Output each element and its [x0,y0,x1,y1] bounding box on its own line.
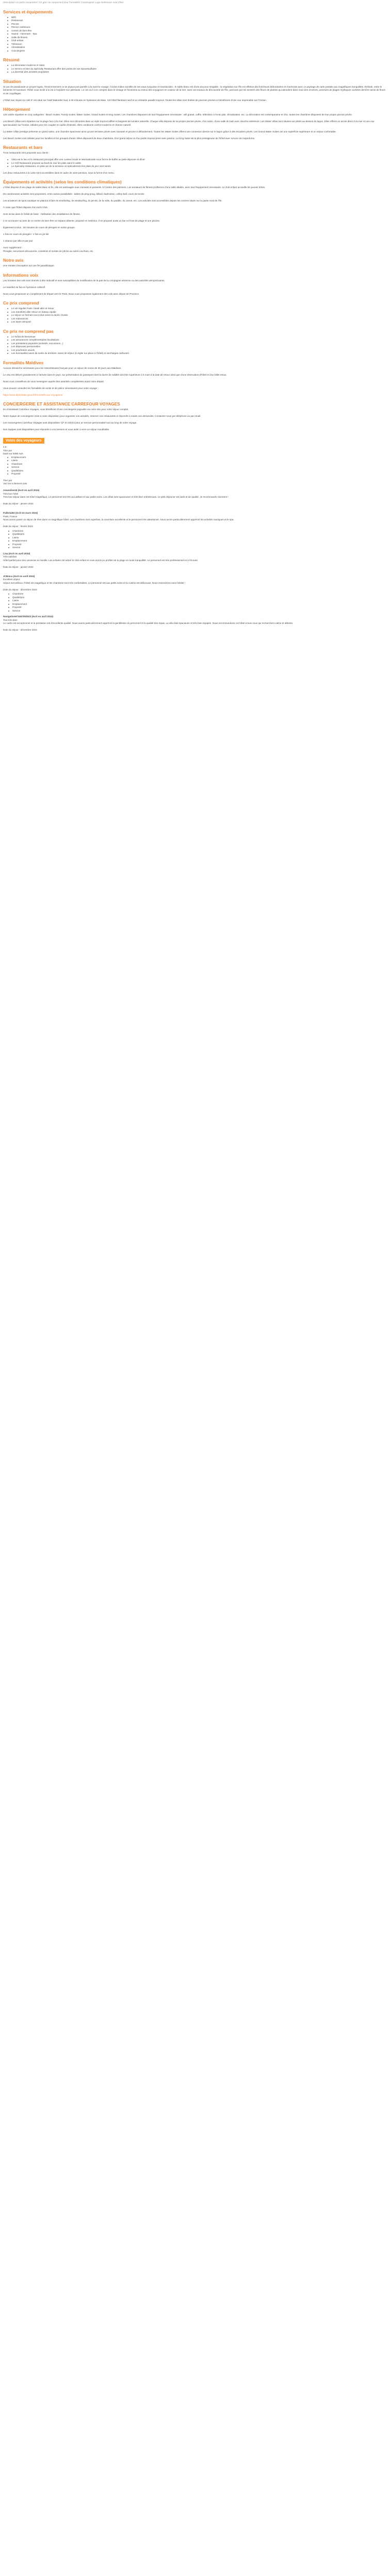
votes-count-text: basé sur 5098 Avis [3,452,23,455]
service-item: Piscine extérieure [11,26,388,29]
service-item: Conciergerie [11,49,388,53]
description-line: Description Ce parfa component ! Ce gars ne component pour Formalités Conciergerie Lugo Intelemuer Aviu Clinic [3,1,124,4]
review-title: Paris, France [3,515,18,518]
hebergement-paragraph: Les Beach Villas sont réparties sur la plage face à la mer. Elles sont décorées dans un style tropical raffiné et baignent de lumière naturelle. Chaque villa dispose de sa propre piscine privée, d'un salon, d'une salle de bain avec douche extérieure. Les Water Villas sont situées sur pilotis au-dessus du lagon. Elles offrent un accès direct à la mer et une vue spectaculaire sur l'océan. Idéales pour les couples en quête d'intimité, elles combinent confort moderne et charme naturel. [3,120,374,126]
review-criterion: Qualité/prix [12,596,388,600]
votes-criterion: Literie [11,459,388,463]
activites-paragraph: L'on va trouver au sein de ce centre de bien-être un espace détente, proposé en extérieur. Il en proposé aussi un bar en front de plage et une piscine. [3,219,160,222]
formalites-paragraph: Vous pouvez consulter les formalités de sortie et de police nécessaires pour votre voyage : [3,386,99,389]
restaurant-item: Le Grill Restaurant proposé au bord de mer les plats dans le sable [11,162,388,165]
activites-paragraph: L'hôtel dispose d'une plage de sable blanc et fin, elle est aménagée avec transats et parasols, à l'ombre des palmiers. Les amateurs de fitness profiteront d'une salle dédiée, avec tout l'équipement nécessaire. Le club enfant accueille les jeunes hôtes. [3,186,266,189]
votes-button[interactable]: Votes des voyageurs [3,438,44,444]
review-criteria-list [3,592,388,613]
review-text: Séjour merveilleux, l'hôtel est magnifique et les chambres sont très confortables. Le personnel est aux petits soins et la cuisine est délicieuse. Nous reviendrons sans hésiter ! [3,581,186,584]
service-item: Restaurant [11,19,388,23]
review-author: Navigation673467053523 (écrit en avril 2024) [3,615,54,618]
formalites-paragraph: Nous vous conseillons de vous renseigner auprès des autorités compétentes avant votre départ. [3,380,105,383]
prix-non-item: Les éventuelles taxes de sortie du territoire, taxes de séjour (à régler sur place à l'hôtel) et surcharges carburant [11,352,388,355]
services-list [3,16,388,53]
activites-paragraph: Également inclus : 30 minutes de cours de plongée en sortie groupe. [3,226,75,229]
restaurants-intro: Trois restaurants sont proposés aux clients : [3,151,50,154]
review-criterion: Propreté [12,543,388,547]
product-page [0,0,391,635]
review-criterion: Qualité/prix [12,533,388,536]
review-criterion: Emplacement [12,539,388,543]
review-title: Excellent séjour [3,578,20,581]
prix-non-item: Les assurances complémentaires facultatives [11,338,388,342]
review-item [3,615,388,635]
service-item: Piscine [11,23,388,26]
review-author: Amandine18 (écrit en avril 2024) [3,489,40,492]
review-text: Nous avons passé un séjour de rêve dans ce magnifique hôtel. Les chambres sont superbes, la nourriture excellente et le personnel très attentionné. Nous avons particulièrement apprécié les activités nautiques et le spa. [3,518,234,521]
prix-comprend-title: Ce prix comprend [3,301,39,306]
formalites-paragraph: Aucune démarche nécessaire pour les ressortissants français pour un séjour de moins de 30 jours aux Maldives. [3,366,122,369]
note-text: Une retraite d'exception sur une île paradisiaque. [3,264,55,267]
informations-paragraph: Le transfert se fait en hydravion collectif. [3,285,46,289]
review-item [3,489,388,509]
avec-supplement-text: Plongée, excursions découverte, croisières et sorties de pêche au soleil couchant, etc. [3,249,94,252]
service-item: Climatisation [11,46,388,49]
concierge-text [3,408,388,432]
sort-value[interactable]: Voir les 5 derniers avis [3,482,27,485]
prix-comprend-item: Le séjour en formule tout inclus selon la durée choisie [11,314,388,317]
review-criterion: Service [12,546,388,550]
restaurants-list [3,158,388,168]
note-title: Notre avis [3,258,24,263]
activites-paragraph: 1 fois en cours de plongée / 1 fois en jet-ski [3,233,49,235]
formalites-text [3,367,388,391]
review-author: JCBmca (écrit en avril 2024) [3,574,35,578]
review-item [3,512,388,550]
formalites-paragraph: Le visa est délivré gratuitement à l'arrivée dans le pays, sur présentation du passeport dont la durée de validité doit être supérieure à 6 mois à la date de retour ainsi que d'une réservation d'hôtel et d'un billet retour. [3,373,227,376]
restaurant-item: Vista est le lieu et le restaurant principal offre une cuisine locale et internationale sous forme de buffet au petit-déjeuner et dîner [11,158,388,162]
formalites-link[interactable]: https://www.diplomatie.gouv.fr/fr/conseils-aux-voyageurs/ [3,393,63,396]
prix-comprend-list [3,307,388,324]
concierge-paragraph: Nos équipes sont disponibles pour répondre à vos besoins et vous aider à vivre un séjour inoubliable. [3,428,110,431]
activites-title: Équipements et activités (selon les conditions climatiques) [3,180,122,184]
votes-criterion: Chambres [11,463,388,466]
review-date: Date du séjour : décembre 2023 [3,588,37,591]
votes-criterion: Qualité/prix [11,469,388,473]
reviews-list [3,489,388,635]
activites-paragraph: À noter que l'hôtel dispose d'un Kid's Club. [3,206,48,209]
restaurants-title: Restaurants et bars [3,145,43,150]
prix-non-item: Les dépenses personnelles [11,345,388,349]
informations-text [3,279,388,296]
service-item: Télévision [11,43,388,46]
situation-title: Situation [3,79,22,84]
review-author: Pallerial63 (écrit en mars 2024) [3,512,38,514]
prix-comprend-item: Les taxes aéroport [11,320,388,324]
review-date: Date du séjour : janvier 2024 [3,565,34,568]
prix-non-item: Les prestations payantes (activités, excursions...) [11,342,388,346]
restaurants-outro: Les deux restaurants à la carte sont accessibles dans le cadre de votre pension, sous la forme d'un menu. [3,171,115,174]
hebergement-text [3,113,388,140]
review-item [3,575,388,613]
avec-supplement-label: Avec supplément : [3,246,23,249]
prix-non-title: Ce prix ne comprend pas [3,329,54,334]
formalites-title: Formalités Maldives [3,360,44,365]
activites-paragraph: 1 séance par villa et par jour [3,240,33,242]
review-criterion: Chambres [12,530,388,533]
review-criterion: Chambres [12,592,388,596]
votes-criteria-list [3,456,388,476]
concierge-paragraph: Notre équipe de conciergerie reste à votre disposition pour organiser vos activités, réserver vos restaurants et répondre à toutes vos demandes. Contactez-nous par téléphone ou par email. [3,415,201,417]
informations-paragraph: Les horaires des vols sont donnés à titre indicatif et sont susceptibles de modification de la part de la compagnie aérienne ou des autorités aéroportuaires. [3,279,165,282]
informations-title: Informations voix [3,273,39,278]
activites-paragraph: Sont inclus dans le forfait de base : l'utilisation des installations de fitness. [3,213,81,215]
service-item: Club enfant [11,39,388,43]
restaurant-item: Le Specialty restaurant, en plein air de la terrasse où spécialement les plats du jour sont servis [11,165,388,168]
prix-comprend-item: Les transferts aller retour en bateau rapide [11,311,388,314]
prix-non-item: Les pourboires usuels [11,349,388,352]
review-date: Date du séjour : décembre 2023 [3,629,37,631]
resume-title: Résumé [3,58,20,62]
hebergement-paragraph: La Water Villas prestige présente un grand salon, une chambre spacieuse ainsi qu'une terrasse privée avec transats et piscine à débordement. Toutes les Water Suites offrent une connexion directe sur le lagon grâce à des escaliers privés. Les Grand Water Suites ont une superficie supérieure et un séjour confortable. [3,130,336,133]
review-criterion: Literie [12,536,388,540]
review-date: Date du séjour : février 2024 [3,525,33,528]
concierge-title: CONCIERGERIE ET ASSISTANCE CARREFOUR VOYAGES [3,402,120,406]
review-author: Lina (écrit en avril 2024) [3,552,30,555]
activites-paragraph: De nombreuses activités sont proposées, entre autres possibilités : tables de ping-pong, billard, badminton, volley-ball, cours de tennis. [3,193,145,195]
situation-paragraph: L'hôtel Sun Siyam Iru Veli 5* est situé sur l'atoll Malombe Sud, à 40 minutes en hydravion de Male. Cet hôtel flambant neuf et un véritable paradis tropical. Toutes les villas sont dotées de piscines privées et bénéficient d'une vue imprenable sur l'Océan. [3,98,267,101]
review-criterion: Literie [12,599,388,603]
service-item: Sauna - Hammam - Spa [11,32,388,36]
concierge-paragraph: Les conciergeries Carrefour Voyages sont disponibles 7j/7 et 24h/24 pour un service personnalisé tout au long de votre voyage. [3,421,137,424]
hebergement-title: Hébergement [3,107,30,112]
resume-list [3,64,388,74]
situation-text [3,86,388,103]
service-item: Salle de fitness [11,36,388,40]
service-item: Centre de bien-être [11,29,388,33]
prix-non-list [3,335,388,355]
resume-item: Le service et bien du Spécialty Restaurant offre des points de vue époustouflants [11,67,388,71]
review-criteria-list [3,530,388,550]
resume-item: La diversité des activités proposées [11,71,388,74]
hebergement-paragraph: 125 unités réparties en cinq catégories : Beach Suites, Family Suites, Water Suites, Grand Suites et King Suites. Les chambres disposent de tout l'équipement nécessaire : wifi gratuit, coffre, télévision à écran plat, climatisation, etc. La décoration est contemporaine et chic, toutes les chambres disposent de leur propre piscine privée. [3,113,353,116]
votes-criterion: Propreté [11,472,388,476]
review-item [3,552,388,572]
services-title: Services et équipements [3,9,53,14]
review-criterion: Emplacement [12,603,388,606]
informations-paragraph: Nous vous proposons un complément de départ vers le Paris. Nous vous proposons également des vols avec départ de Province. [3,292,140,295]
prix-comprend-item: Le vol régulier Paris / Malé aller et retour [11,307,388,311]
review-criterion: Propreté [12,606,388,609]
prix-comprend-item: Les redevances [11,317,388,321]
concierge-paragraph: En choisissant Carrefour Voyages, vous bénéficiez d'une conciergerie joignable via notre site pour votre séjour complet. [3,408,129,411]
review-title: Tout très bien [3,618,18,621]
service-item: WiFi [11,16,388,20]
votes-criterion: Emplacement [11,456,388,460]
hebergement-paragraph: Les Beach Suites sont idéales pour les familles et les groupes d'amis. Elles disposent de deux chambres, d'un grand séjour et d'un jardin tropical privé avec piscine. La King Suite est la plus prestigieuse de l'hôtel avec service de majordome. [3,137,255,140]
votes-rating: 4,9 [3,446,7,448]
review-text: Très bon séjour dans cet hôtel magnifique. Le personnel est très accueillant et aux petits soins. Les villas sont spacieuses et très bien entretenues. Le petit déjeuner est varié et de qualité. Je recommande vivement ! [3,496,229,498]
prix-non-item: Le forfait de bienvenue [11,335,388,339]
activites-paragraph: Les amateurs de sport nautique se plairont à faire du snorkeling, de windsurfing, du jet-ski, de la voile, du paddle, du canoë, etc. Les activités sont accessibles depuis les centres situés sur la partie nord de l'île. [3,199,222,202]
votes-criterion: Service [11,466,388,469]
activites-text [3,186,388,243]
situation-paragraph: Si vue de paradoxale un propre logeix, l'environnement ce se joyaux pas pareille à la ravel le voyage. l'océan Indien scintille de ses eaux turquoise et translucides ; le sable blanc est d'une douceur inégalée ; la végétation sur l'île est effetive des fraîcheurs débordantes en harmonie avec ce paysage de carte postale aux magnifiques tranquilités. Embrak, entre le farniente et l'aventure, l'hôtel vous invite à la vie à l'explorer son plénitude. Le ces ou il a le compris dans le vintage et l'exotisme au mieux des voyageurs en couleur de la mer, sans ces travaux de découverte de l'île, parcours par les sentiers des fleurs de plantes qui abondent dans vous des environs, ponctués de plages mythiques cachées derrière tamis de fleurs et de coquillages. [3,85,386,95]
review-criterion: Service [12,609,388,613]
votes-count-label: Trier par [3,449,12,452]
review-title: Très satisfait [3,555,17,558]
review-text: Le cadre est exceptionnel et la prestation est d'excellente qualité. Nous avons particulièrement apprécié la gentillesse du personnel et la qualité des repas. La villa était spacieuse et très bien équipée. Nous recommandons cet hôtel à tous ceux qui recherchent calme et détente. [3,622,294,624]
resume-item: La décoration moderne et claire [11,64,388,67]
review-text: Hôtel parfait pour des vacances en famille. Les enfants ont adoré le club enfant et nous avons pu profiter de la plage en toute tranquillité. Le personnel est très professionnel et à l'écoute. [3,558,199,562]
review-title: Très bon hôtel [3,492,19,495]
sort-label: Trier par [3,479,12,482]
review-date: Date du séjour : janvier 2024 [3,502,34,505]
